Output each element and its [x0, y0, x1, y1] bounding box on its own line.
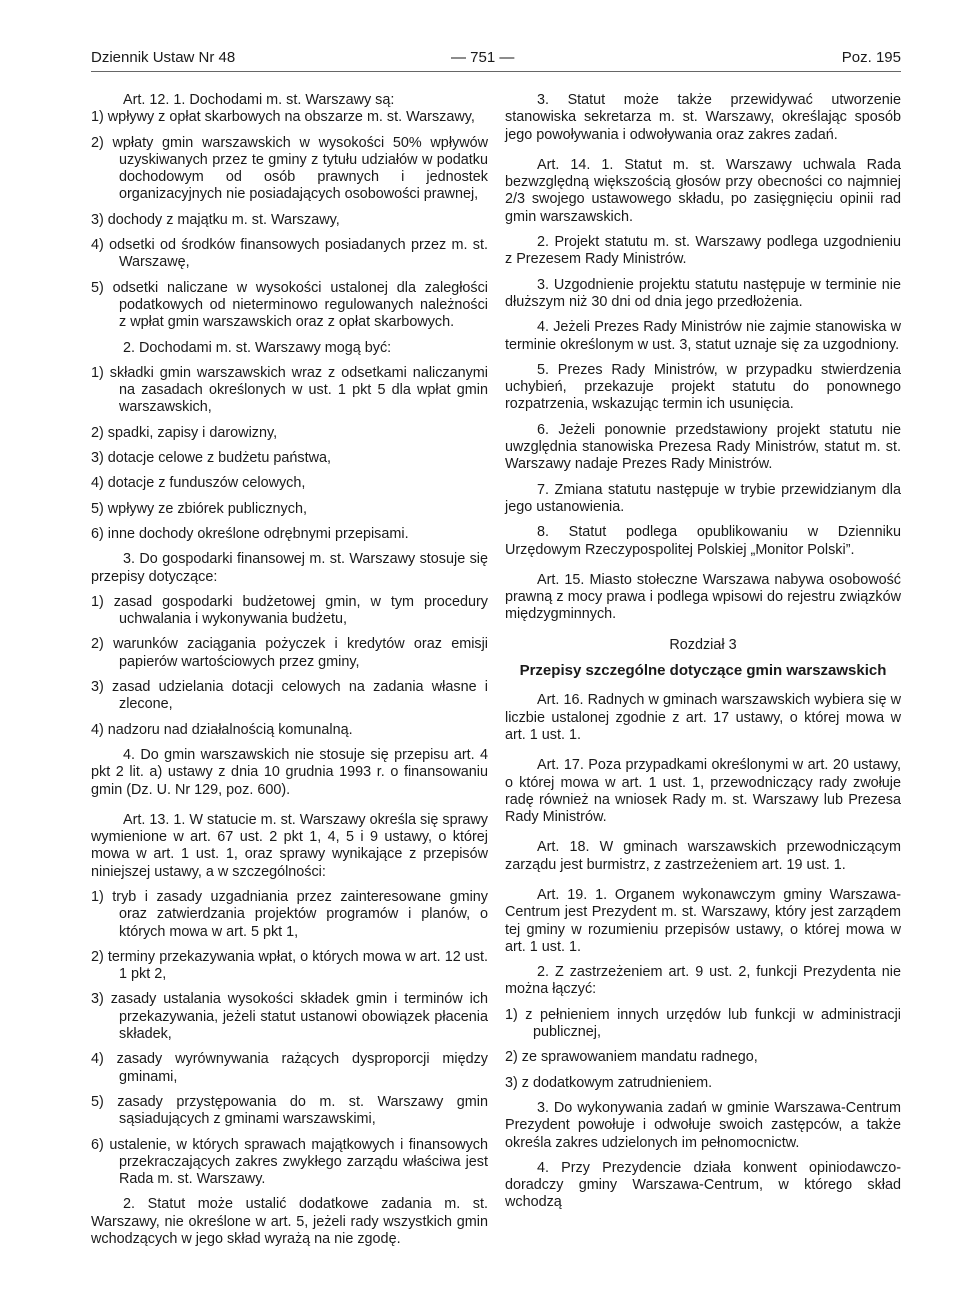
paragraph: 2. Dochodami m. st. Warszawy mogą być: — [123, 339, 392, 356]
list-item: 3) z dodatkowym zatrudnieniem. — [505, 1074, 713, 1091]
list-item: 3) dotacje celowe z budżetu państwa, — [91, 450, 331, 467]
paragraph: Art. 15. Miasto stołeczne Warszawa nabywa osobowość prawną z mocy prawa i podlega wpisowi do rejestru związków międzygminnych. — [505, 571, 901, 623]
list-item: 2) warunków zaciągania pożyczek i kredytów oraz emisji papierów wartościowych przez gminy, — [91, 636, 488, 670]
paragraph: 3. Do wykonywania zadań w gminie Warszawa-Centrum Prezydent powołuje i odwołuje swoich zastępców, a także określa zakres udzielonych im pełnomocnictw. — [505, 1099, 901, 1151]
paragraph: 5. Prezes Rady Ministrów, w przypadku stwierdzenia uchybień, przekazuje projekt statutu do ponownego rozpatrzenia, wskazując termin ich usunięcia. — [505, 361, 901, 413]
paragraph: 3. Uzgodnienie projektu statutu następuje w terminie nie dłuższym niż 30 dni od dnia jego przedłożenia. — [505, 276, 901, 310]
list-item: 5) wpływy ze zbiórek publicznych, — [91, 500, 307, 517]
paragraph: 3. Do gospodarki finansowej m. st. Warszawy stosuje się przepisy dotyczące: — [91, 551, 488, 585]
list-item: 4) zasady wyrównywania rażących dysproporcji między gminami, — [91, 1051, 488, 1085]
paragraph: 4. Jeżeli Prezes Rady Ministrów nie zajmie stanowiska w terminie określonym w ust. 3, statut uznaje się za uzgodniony. — [505, 319, 901, 353]
paragraph: 8. Statut podlega opublikowaniu w Dzienniku Urzędowym Rzeczypospolitej Polskiej „Monitor Polski”. — [505, 524, 901, 558]
list-item: 1) wpływy z opłat skarbowych na obszarze m. st. Warszawy, — [91, 109, 475, 126]
paragraph: 2. Statut może ustalić dodatkowe zadania m. st. Warszawy, nie określone w art. 5, jeżeli rady wszystkich gmin wchodzących w jego skład wyrażą na nie zgodę. — [91, 1196, 488, 1248]
paragraph: Art. 14. 1. Statut m. st. Warszawy uchwala Rada bezwzględną większością głosów przy obecności co najmniej 2/3 swojego ustawowego składu, po zasięgnięciu opinii rad gmin warszawskich. — [505, 156, 901, 225]
paragraph: 4. Do gmin warszawskich nie stosuje się przepisu art. 4 pkt 2 lit. a) ustawy z dnia 10 grudnia 1993 r. o finansowaniu gmin (Dz. U. Nr 129, poz. 600). — [91, 746, 488, 798]
paragraph: Art. 18. W gminach warszawskich przewodniczącym zarządu jest burmistrz, z zastrzeżeniem art. 19 ust. 1. — [505, 839, 901, 873]
page-number: — 751 — — [451, 49, 515, 66]
list-item: 5) zasady przystępowania do m. st. Warszawy gmin sąsiadujących z gminami warszawskimi, — [91, 1093, 488, 1128]
list-item: 3) zasady ustalania wysokości składek gmin i terminów ich przekazywania, jeżeli statut ustanowi obowiązek płacenia składek, — [91, 991, 488, 1043]
paragraph: Art. 12. 1. Dochodami m. st. Warszawy są: — [123, 92, 395, 108]
header-rule — [91, 71, 901, 72]
list-item: 6) inne dochody określone odrębnymi przepisami. — [91, 525, 409, 542]
paragraph: 3. Statut może także przewidywać utworzenie stanowiska sekretarza m. st. Warszawy, określając sposób jego powoływania i odwoływania oraz zakres zadań. — [505, 92, 901, 143]
list-item: 4) dotacje z funduszów celowych, — [91, 475, 306, 492]
list-item: 3) zasad udzielania dotacji celowych na zadania własne i zlecone, — [91, 679, 488, 713]
list-item: 1) składki gmin warszawskich wraz z odsetkami naliczanymi na zasadach określonych w ust. 1 pkt 5 dla wpłat gmin warszawskich, — [91, 364, 488, 416]
paragraph: 6. Jeżeli ponownie przedstawiony projekt statutu nie uwzględnia stanowiska Prezesa Rady Ministrów, statut m. st. Warszawy nadaje Prezes Rady Ministrów. — [505, 421, 901, 473]
list-item: 1) tryb i zasady uzgadniania przez zainteresowane gminy oraz zatwierdzania projektów programów i planów, o których mowa w art. 5 pkt 1, — [91, 888, 488, 940]
paragraph: Art. 16. Radnych w gminach warszawskich wybiera się w liczbie ustalonej zgodnie z art. 17 ustawy, o której mowa w art. 1 ust. 1. — [505, 692, 901, 743]
paragraph: 7. Zmiana statutu następuje w trybie przewidzianym dla jego ustanowienia. — [505, 481, 901, 515]
list-item: 5) odsetki naliczane w wysokości ustalonej dla zaległości podatkowych od nieterminowo regulowanych należności z wpłat gmin warszawskich oraz z opłat skarbowych. — [91, 279, 488, 331]
list-item: 4) nadzoru nad działalnością komunalną. — [91, 721, 353, 738]
paragraph: Art. 19. 1. Organem wykonawczym gminy Warszawa-Centrum jest Prezydent m. st. Warszawy, który jest zarządem tej gminy w rozumieniu przepisów ustawy, o której mowa w art. 1 ust. 1. — [505, 886, 901, 955]
list-item: 1) z pełnieniem innych urzędów lub funkcji w administracji publicznej, — [505, 1006, 901, 1041]
journal-name: Dziennik Ustaw Nr 48 — [91, 49, 236, 66]
page-header — [91, 49, 901, 69]
right-column — [505, 92, 901, 1212]
paragraph: Przepisy szczególne dotyczące gmin warszawskich — [519, 662, 887, 680]
paragraph: Art. 17. Poza przypadkami określonymi w art. 20 ustawy, o której mowa w art. 1 ust. 1, przewodniczący rady zwołuje radę również na wniosek Rady m. st. Warszawy lub Prezesa Rady Ministrów. — [505, 757, 901, 826]
paragraph: Art. 13. 1. W statucie m. st. Warszawy określa się sprawy wymienione w art. 67 ust. 2 pkt 1, 4, 5 i 9 ustawy, o której mowa w art. 1 ust. 1, oraz sprawy wynikające z przepisów niniejszej ustawy, a w szczególności: — [91, 811, 488, 880]
paragraph: 4. Przy Prezydencie działa konwent opiniodawczo-doradczy gminy Warszawa-Centrum, w którego skład wchodzą — [505, 1159, 901, 1211]
list-item: 6) ustalenie, w których sprawach majątkowych i finansowych przekraczających zakres zwykłego zarządu właściwa jest Rada m. st. Warszawy. — [91, 1136, 488, 1188]
list-item: 3) dochody z majątku m. st. Warszawy, — [91, 211, 340, 228]
paragraph: 2. Projekt statutu m. st. Warszawy podlega uzgodnieniu z Prezesem Rady Ministrów. — [505, 234, 901, 268]
left-column — [91, 92, 488, 1248]
paragraph: 2. Z zastrzeżeniem art. 9 ust. 2, funkcji Prezydenta nie można łączyć: — [505, 964, 901, 998]
list-item: 1) zasad gospodarki budżetowej gmin, w tym procedury uchwalania i wykonywania budżetu, — [91, 593, 488, 628]
list-item: 2) wpłaty gmin warszawskich w wysokości 50% wpływów uzyskiwanych przez te gminy z tytułu udziałów w podatku dochodowym od osób prawnych i jednostek organizacyjnych nie posiadających osobowości prawnej, — [91, 134, 488, 203]
list-item: 2) spadki, zapisy i darowizny, — [91, 424, 278, 441]
list-item: 2) ze sprawowaniem mandatu radnego, — [505, 1049, 758, 1066]
list-item: 2) terminy przekazywania wpłat, o których mowa w art. 12 ust. 1 pkt 2, — [91, 948, 488, 983]
paragraph: Rozdział 3 — [669, 636, 737, 653]
list-item: 4) odsetki od środków finansowych posiadanych przez m. st. Warszawę, — [91, 237, 488, 271]
position-number: Poz. 195 — [841, 49, 901, 66]
